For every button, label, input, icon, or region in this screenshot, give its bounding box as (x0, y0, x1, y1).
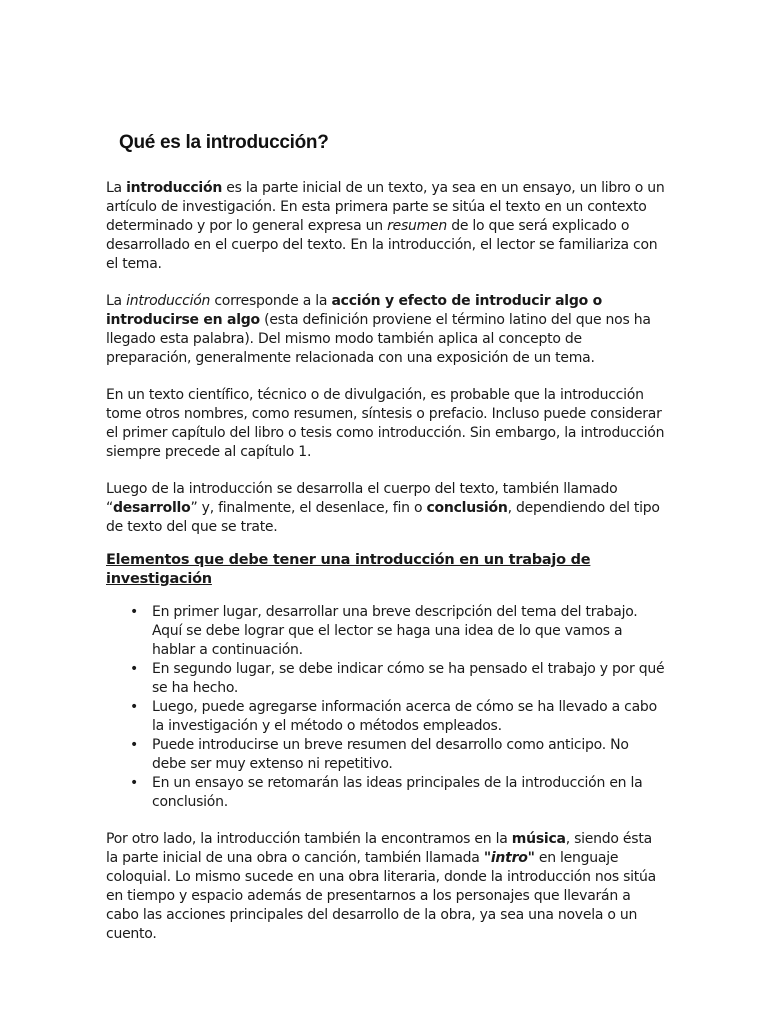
list-item: • En un ensayo se retomarán las ideas principales de la introducción en la conclusión. (152, 774, 666, 812)
page-title: Qué es la introducción? (119, 132, 329, 153)
bold-term-accion: acción y efecto de introducir algo o introducirse en algo (106, 293, 602, 328)
text-run: corresponde a la (210, 293, 332, 309)
text-run: de lo que será explicado o desarrollado en el cuerpo del texto. En la introducción, el lector se familiariza con el tema. (106, 218, 658, 272)
paragraph-etymology (106, 292, 666, 368)
paragraph-structure (106, 480, 666, 537)
document-body (106, 179, 666, 962)
bold-term-conclusion: conclusión (426, 500, 508, 516)
paragraph-definition (106, 179, 666, 274)
bold-term-introduccion: introducción (126, 180, 223, 196)
paragraph-music (106, 830, 666, 944)
italic-term-resumen: resumen (387, 218, 447, 234)
text-run: Luego de la introducción se desarrolla el cuerpo del texto, también llamado “ (106, 481, 618, 516)
text-run: (esta definición proviene el término latino del que nos ha llegado esta palabra). Del mismo modo también aplica al concepto de preparación, generalmente relacionada con una exposición de un tema. (106, 312, 651, 366)
text-run: es la parte inicial de un texto, ya sea en un ensayo, un libro o un artículo de investigación. En esta primera parte se sitúa el texto en un contexto determinado y por lo general expresa un (106, 180, 665, 234)
text-run: Por otro lado, la introducción también la encontramos en la (106, 831, 512, 847)
text-run: en lenguaje coloquial. Lo mismo sucede en una obra literaria, donde la introducción nos sitúa en tiempo y espacio además de presentarnos a los personajes que llevarán a cabo las acciones principales del desarrollo de la obra, ya sea una novela o un cuento. (106, 850, 656, 942)
bold-term-desarrollo: desarrollo (113, 500, 191, 516)
italic-term-intro: "intro" (483, 850, 535, 866)
bold-term-musica: música (511, 831, 566, 847)
text-run: , dependiendo del tipo de texto del que se trate. (106, 500, 660, 535)
paragraph-scientific-text: En un texto científico, técnico o de divulgación, es probable que la introducción tome otros nombres, como resumen, síntesis o prefacio. Incluso puede considerar el primer capítulo del libro o tesis como introducción. Sin embargo, la introducción siempre precede al capítulo 1. (106, 387, 665, 460)
bold-italic-term-intro (484, 850, 535, 866)
list-item: • Luego, puede agregarse información acerca de cómo se ha llevado a cabo la investigación y el método o métodos empleados. (152, 698, 666, 736)
text-run: ” y, finalmente, el desenlace, fin o (190, 500, 427, 516)
list-item: • Puede introducirse un breve resumen del desarrollo como anticipo. No debe ser muy extenso ni repetitivo. (152, 736, 666, 774)
text-run: , siendo ésta la parte inicial de una obra o canción, también llamada (106, 831, 652, 866)
text-run: La (106, 180, 127, 196)
italic-term-introduccion: introducción (126, 293, 211, 309)
list-item: • En primer lugar, desarrollar una breve descripción del tema del trabajo. Aquí se debe lograr que el lector se haga una idea de lo que vamos a hablar a continuación. (152, 603, 666, 660)
list-item: • En segundo lugar, se debe indicar cómo se ha pensado el trabajo y por qué se ha hecho. (152, 660, 666, 698)
section-heading: Elementos que debe tener una introducción en un trabajo de investigación (106, 552, 591, 587)
elements-list (106, 603, 666, 812)
text-run: La (106, 293, 127, 309)
